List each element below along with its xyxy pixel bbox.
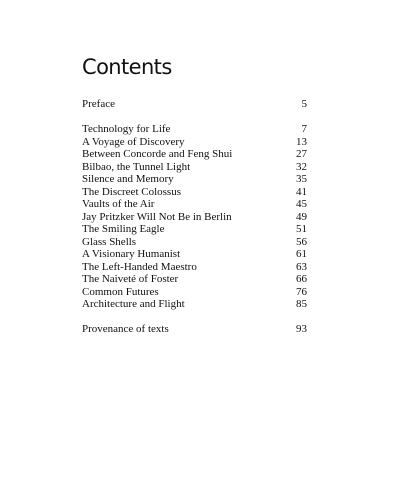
toc-entry-title: A Visionary Humanist (82, 248, 181, 260)
toc-entry-title: Preface (82, 98, 115, 110)
toc-entry-page-number: 41 (296, 185, 307, 198)
toc-entry-title: Silence and Memory (82, 173, 174, 185)
toc-entry-page-number: 13 (296, 135, 307, 148)
toc-entry-page-number: 51 (296, 223, 307, 235)
toc-entry-title: Between Concorde and Feng Shui (82, 148, 233, 160)
table-of-contents (82, 98, 307, 336)
toc-entry-page-number: 45 (296, 198, 307, 210)
toc-entry-title: The Discreet Colossus (82, 185, 181, 198)
toc-entry-architecture-and-flight[interactable] (82, 298, 307, 311)
toc-entry-page-number: 32 (296, 160, 307, 173)
toc-entry-page-number: 93 (296, 323, 307, 335)
toc-entry-title: Glass Shells (82, 235, 137, 248)
toc-entry-page-number: 76 (296, 285, 307, 298)
toc-entry-the-left-handed-maestro[interactable] (82, 261, 307, 274)
toc-entry-title: Technology for Life (82, 123, 171, 135)
toc-entry-a-visionary-humanist[interactable] (82, 248, 307, 261)
toc-entry-title: A Voyage of Discovery (82, 135, 185, 148)
toc-entry-a-voyage-of-discovery[interactable] (82, 136, 307, 149)
toc-entry-page-number: 49 (296, 210, 307, 223)
toc-preface-group (82, 98, 307, 111)
toc-entry-jay-pritzker-will-not-be-in-berlin[interactable] (82, 211, 307, 224)
toc-entry-the-naivete-of-foster[interactable] (82, 273, 307, 286)
toc-entry-silence-and-memory[interactable] (82, 173, 307, 186)
toc-entry-title: Architecture and Flight (82, 298, 185, 310)
toc-entry-the-smiling-eagle[interactable] (82, 223, 307, 236)
toc-entry-glass-shells[interactable] (82, 236, 307, 249)
toc-entry-page-number: 7 (301, 123, 307, 135)
toc-entry-page-number: 85 (296, 298, 307, 310)
toc-entry-page-number: 35 (296, 173, 307, 185)
toc-entry-title: Provenance of texts (82, 323, 169, 335)
toc-entry-technology-for-life[interactable] (82, 123, 307, 136)
toc-chapters-group (82, 123, 307, 311)
toc-entry-title: Common Futures (82, 285, 159, 298)
toc-entry-between-concorde-and-feng-shui[interactable] (82, 148, 307, 161)
toc-entry-bilbao-the-tunnel-light[interactable] (82, 161, 307, 174)
toc-entry-title: The Left-Handed Maestro (82, 260, 197, 273)
toc-entry-title: Vaults of the Air (82, 198, 155, 210)
toc-entry-title: The Naiveté of Foster (82, 273, 179, 285)
toc-entry-vaults-of-the-air[interactable] (82, 198, 307, 211)
page-title: Contents (82, 55, 172, 80)
toc-entry-page-number: 66 (296, 273, 307, 285)
toc-entry-page-number: 56 (296, 235, 307, 248)
toc-entry-preface[interactable] (82, 98, 307, 111)
toc-entry-provenance-of-texts[interactable] (82, 323, 307, 336)
toc-entry-title: Bilbao, the Tunnel Light (82, 160, 191, 173)
toc-entry-title: The Smiling Eagle (82, 223, 165, 235)
toc-entry-title: Jay Pritzker Will Not Be in Berlin (82, 210, 232, 223)
toc-entry-the-discreet-colossus[interactable] (82, 186, 307, 199)
toc-entry-page-number: 63 (296, 260, 307, 273)
toc-entry-common-futures[interactable] (82, 286, 307, 299)
toc-entry-page-number: 27 (296, 148, 307, 160)
toc-entry-page-number: 5 (301, 98, 307, 110)
toc-entry-page-number: 61 (296, 248, 307, 260)
toc-appendix-group (82, 323, 307, 336)
